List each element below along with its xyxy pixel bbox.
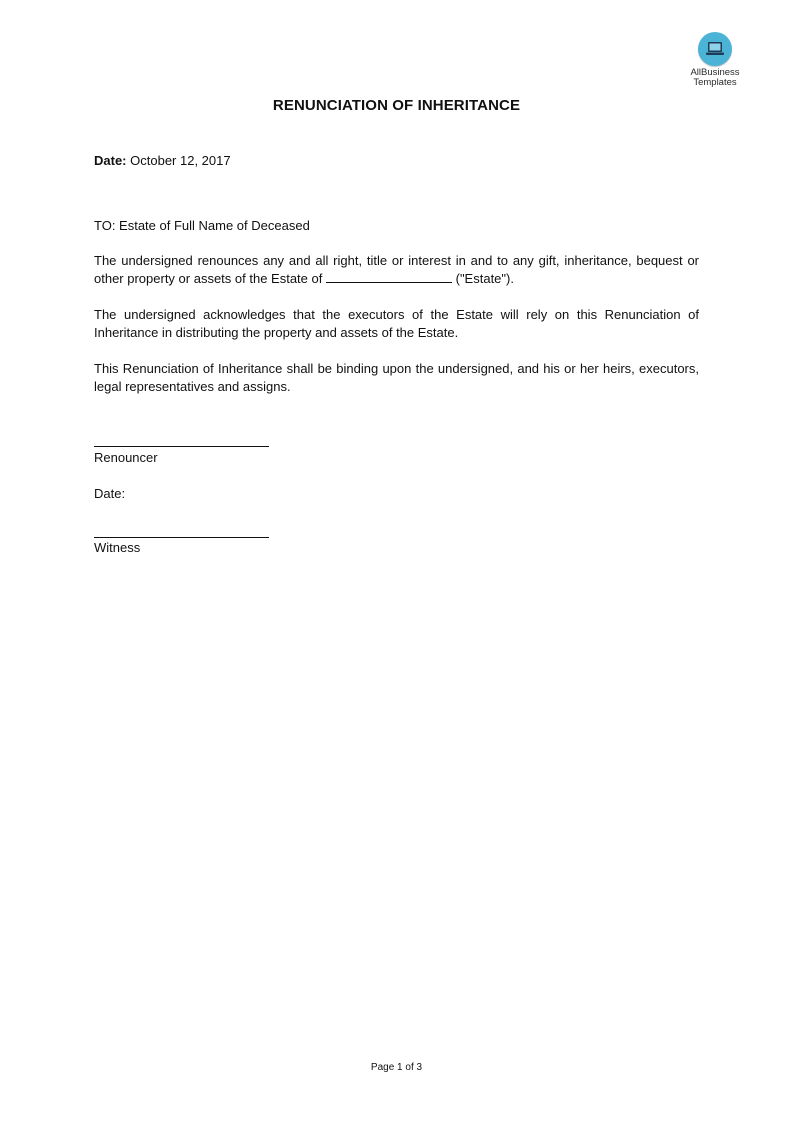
renouncer-signature-line <box>94 446 269 447</box>
document-title: RENUNCIATION OF INHERITANCE <box>272 97 521 114</box>
date-line <box>94 152 231 170</box>
date-label: Date: <box>94 153 127 168</box>
logo-line-2: Templates <box>693 77 737 88</box>
laptop-icon <box>705 41 725 57</box>
renouncer-label: Renouncer <box>94 450 158 465</box>
paragraph-acknowledge: The undersigned acknowledges that the executors of the Estate will rely on this Renunciation of Inheritance in distributing the property and assets of the Estate. <box>94 307 699 340</box>
paragraph-renounce-text: The undersigned renounces any and all right, title or interest in and to any gift, inheritance, bequest or other property or assets of the Estate of <box>94 253 699 286</box>
page-number: Page 1 of 3 <box>370 1062 423 1073</box>
paragraph-renounce <box>94 252 699 288</box>
estate-name-blank <box>326 270 452 283</box>
witness-signature-line <box>94 537 269 538</box>
date-value: October 12, 2017 <box>130 153 231 168</box>
logo-line-1: AllBusiness <box>690 67 740 78</box>
logo-text <box>680 68 750 88</box>
signature-date-label: Date: <box>94 486 126 501</box>
logo-badge <box>698 32 732 66</box>
paragraph-binding: This Renunciation of Inheritance shall be binding upon the undersigned, and his or her heirs, executors, legal representatives and assigns. <box>94 361 699 394</box>
paragraph-renounce-end: ("Estate"). <box>455 271 514 286</box>
brand-logo <box>680 32 750 88</box>
witness-label: Witness <box>94 540 141 555</box>
addressee-line: TO: Estate of Full Name of Deceased <box>94 218 310 233</box>
